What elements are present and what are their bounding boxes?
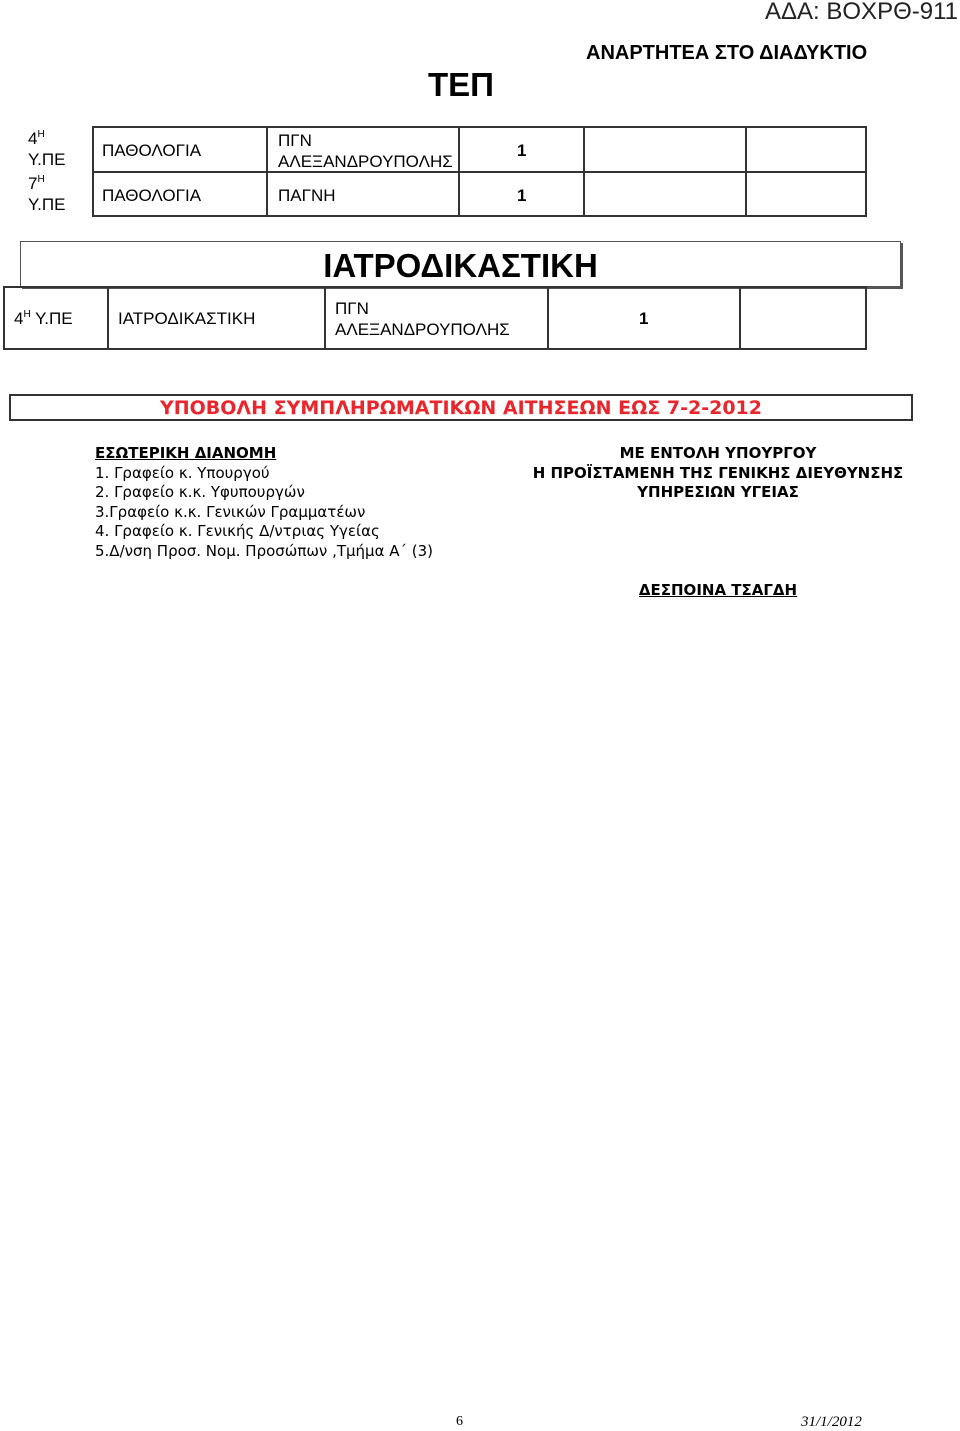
positions-cell: 1 (458, 171, 585, 217)
section-title-tep: ΤΕΠ (428, 66, 494, 103)
signature-line1: ΜΕ ΕΝΤΟΛΗ ΥΠΟΥΡΓΟΥ (619, 444, 817, 462)
submission-deadline: ΥΠΟΒΟΛΗ ΣΥΜΠΛΗΡΩΜΑΤΙΚΩΝ ΑΙΤΗΣΕΩΝ ΕΩΣ 7-2-2012 (9, 394, 913, 421)
list-item: 3.Γραφείο κ.κ. Γενικών Γραμματέων (95, 502, 366, 521)
signature-block (528, 444, 908, 503)
region-superscript: Η (23, 309, 31, 320)
signature-line3: ΥΠΗΡΕΣΙΩΝ ΥΓΕΙΑΣ (637, 483, 799, 502)
specialty-cell: ΠΑΘΟΛΟΓΙΑ (92, 171, 268, 217)
hospital-cell (266, 126, 460, 173)
region-superscript: Η (37, 174, 45, 185)
empty-cell (583, 126, 747, 173)
list-item: 4. Γραφείο κ. Γενικής Δ/ντριας Υγείας (95, 522, 380, 541)
section-title-iatrodikastiki: ΙΑΤΡΟΔΙΚΑΣΤΙΚΗ (20, 241, 901, 287)
empty-cell (745, 126, 867, 173)
empty-cell (583, 171, 747, 217)
hospital-cell (324, 286, 549, 350)
hospital-line1: ΠΓΝ (335, 299, 369, 318)
table-row-region (22, 126, 94, 172)
table-row-region (22, 171, 94, 217)
signature-line2: Η ΠΡΟΪΣΤΑΜΕΝΗ ΤΗΣ ΓΕΝΙΚΗΣ ΔΙΕΥΘΥΝΣΗΣ (532, 463, 904, 482)
empty-cell (745, 171, 867, 217)
list-item: 2. Γραφείο κ.κ. Υφυπουργών (95, 483, 305, 502)
region-number: 4 (28, 129, 38, 148)
positions-cell: 1 (547, 286, 741, 350)
region-cell (3, 286, 109, 350)
region-label: Υ.ΠΕ (28, 195, 66, 214)
distribution-heading: ΕΣΩΤΕΡΙΚΗ ΔΙΑΝΟΜΗ (95, 444, 277, 462)
footer-date: 31/1/2012 (801, 1414, 862, 1430)
hospital-line2: ΑΛΕΞΑΝΔΡΟΥΠΟΛΗΣ (278, 152, 453, 171)
publish-note: ΑΝΑΡΤΗΤΕΑ ΣΤΟ ΔΙΑΔΥΚΤΙΟ (586, 42, 868, 64)
region-label: Υ.ΠΕ (28, 150, 66, 169)
empty-cell (739, 286, 867, 350)
ada-code: ΑΔΑ: ΒΟΧΡΘ-911 (765, 0, 958, 25)
signatory-name: ΔΕΣΠΟΙΝΑ ΤΣΑΓΔΗ (638, 581, 798, 599)
positions-cell: 1 (458, 126, 585, 173)
hospital-cell (266, 171, 460, 217)
list-item: 1. Γραφείο κ. Υπουργού (95, 463, 270, 482)
hospital-line2: ΑΛΕΞΑΝΔΡΟΥΠΟΛΗΣ (335, 320, 510, 339)
hospital-line1: ΠΓΝ (278, 131, 312, 150)
hospital-line1: ΠΑΓΝΗ (278, 186, 336, 205)
region-label: Υ.ΠΕ (35, 309, 73, 328)
region-number: 7 (28, 174, 38, 193)
page-number: 6 (456, 1414, 463, 1429)
list-item: 5.Δ/νση Προσ. Νομ. Προσώπων ,Τμήμα Α΄ (3) (95, 541, 434, 560)
region-superscript: Η (37, 129, 45, 140)
specialty-cell: ΙΑΤΡΟΔΙΚΑΣΤΙΚΗ (107, 286, 326, 350)
region-number: 4 (14, 309, 24, 328)
internal-distribution (95, 444, 433, 562)
specialty-cell: ΠΑΘΟΛΟΓΙΑ (92, 126, 268, 173)
